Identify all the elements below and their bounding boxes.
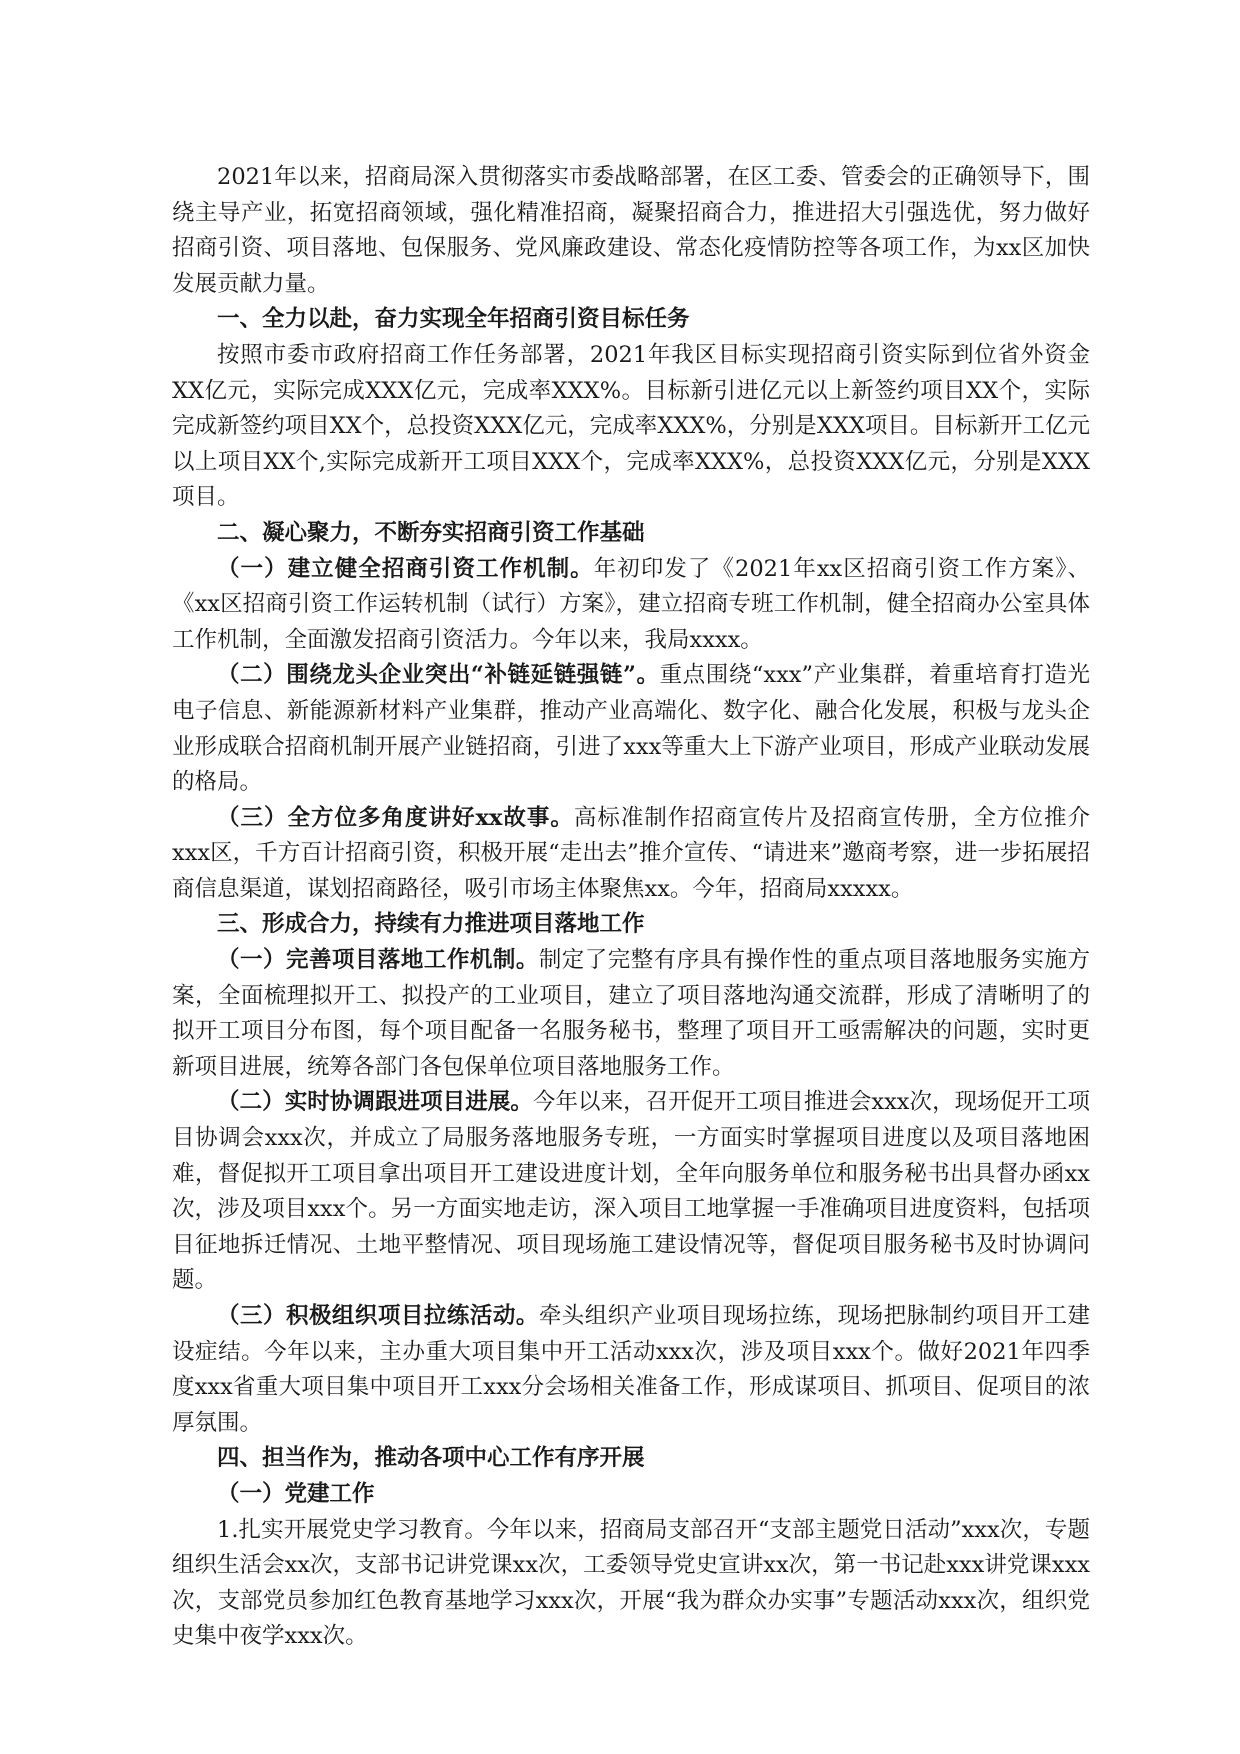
section-3-paragraph-3: [172, 1299, 1090, 1441]
section-2-p3-lead: （三）全方位多角度讲好xx故事。: [217, 804, 574, 831]
section-3-p3-body: 牵头组织产业项目现场拉练，现场把脉制约项目开工建设症结。今年以来，主办重大项目集中开工活动xxx次，涉及项目xxx个。做好2021年四季度xxx省重大项目集中项目开工xxx分会场相关准备工作，形成谋项目、抓项目、促项目的浓厚氛围。: [172, 1303, 1090, 1436]
section-2-heading: 二、凝心聚力，不断夯实招商引资工作基础: [217, 519, 645, 546]
section-3-p3-lead: （三）积极组织项目拉练活动。: [217, 1303, 539, 1329]
section-3-p2-body: 今年以来，召开促开工项目推进会xxx次，现场促开工项目协调会xxx次，并成立了局服务落地服务专班，一方面实时掌握项目进度以及项目落地困难，督促拟开工项目拿出项目开工建设进度计划，全年向服务单位和服务秘书出具督办函xx次，涉及项目xxx个。另一方面实地走访，深入项目工地掌握一手准确项目进度资料，包括项目征地拆迁情况、土地平整情况、项目现场施工建设情况等，督促项目服务秘书及时协调问题。: [172, 1089, 1090, 1294]
section-3-p2-lead: （二）实时协调跟进项目进展。: [217, 1089, 533, 1116]
section-3-p1-body: 制定了完整有序具有操作性的重点项目落地服务实施方案，全面梳理拟开工、拟投产的工业项目，建立了项目落地沟通交流群，形成了清晰明了的拟开工项目分布图，每个项目配备一名服务秘书，整理了项目开工亟需解决的问题，实时更新项目进展，统筹各部门各包保单位项目落地服务工作。: [172, 947, 1090, 1080]
section-2-p3-body: 高标准制作招商宣传片及招商宣传册，全方位推介xxx区，千方百计招商引资，积极开展“走出去”推介宣传、“请进来”邀商考察，进一步拓展招商信息渠道，谋划招商路径，吸引市场主体聚焦xx。今年，招商局xxxxx。: [172, 804, 1090, 902]
section-2-paragraph-1: [172, 552, 1090, 659]
section-3-p1-lead: （一）完善项目落地工作机制。: [217, 947, 539, 974]
document-body: [172, 160, 1090, 1655]
section-4-heading: 四、担当作为，推动各项中心工作有序开展: [217, 1445, 645, 1472]
section-3-paragraph-1: [172, 943, 1090, 1085]
section-4-subheading-1: （一）党建工作: [217, 1480, 375, 1507]
section-2-paragraph-3: [172, 801, 1090, 908]
section-2-p2-lead: （二）围绕龙头企业突出“补链延链强链”。: [217, 662, 660, 689]
section-3-paragraph-2: [172, 1085, 1090, 1299]
section-2-p2-body: 重点围绕“xxx”产业集群，着重培育打造光电子信息、新能源新材料产业集群，推动产业高端化、数字化、融合化发展，积极与龙头企业形成联合招商机制开展产业链招商，引进了xxx等重大上下游产业项目，形成产业联动发展的格局。: [172, 662, 1090, 796]
intro-paragraph: 2021年以来，招商局深入贯彻落实市委战略部署，在区工委、管委会的正确领导下，围绕主导产业，拓宽招商领域，强化精准招商，凝聚招商合力，推进招大引强选优，努力做好招商引资、项目落地、包保服务、党风廉政建设、常态化疫情防控等各项工作，为xx区加快发展贡献力量。: [172, 164, 1090, 297]
section-2-p1-lead: （一）建立健全招商引资工作机制。: [217, 555, 594, 582]
section-3-heading: 三、形成合力，持续有力推进项目落地工作: [217, 911, 645, 938]
section-1-paragraph: 按照市委市政府招商工作任务部署，2021年我区目标实现招商引资实际到位省外资金XX亿元，实际完成XXX亿元，完成率XXX%。目标新引进亿元以上新签约项目XX个，实际完成新签约项目XX个，总投资XXX亿元，完成率XXX%，分别是XXX项目。目标新开工亿元以上项目XX个,实际完成新开工项目XXX个，完成率XXX%，总投资XXX亿元，分别是XXX项目。: [172, 341, 1090, 511]
section-1-heading: 一、全力以赴，奋力实现全年招商引资目标任务: [217, 306, 690, 333]
section-2-paragraph-2: [172, 658, 1090, 800]
section-2-p1-body: 年初印发了《2021年xx区招商引资工作方案》、《xx区招商引资工作运转机制（试行）方案》，建立招商专班工作机制，健全招商办公室具体工作机制，全面激发招商引资活力。今年以来，我局xxxx。: [172, 555, 1090, 653]
section-4-item-1: 1.扎实开展党史学习教育。今年以来，招商局支部召开“支部主题党日活动”xxx次，专题组织生活会xx次，支部书记讲党课xx次，工委领导党史宣讲xx次，第一书记赴xxx讲党课xxx次，支部党员参加红色教育基地学习xxx次，开展“我为群众办实事”专题活动xxx次，组织党史集中夜学xxx次。: [172, 1516, 1090, 1650]
